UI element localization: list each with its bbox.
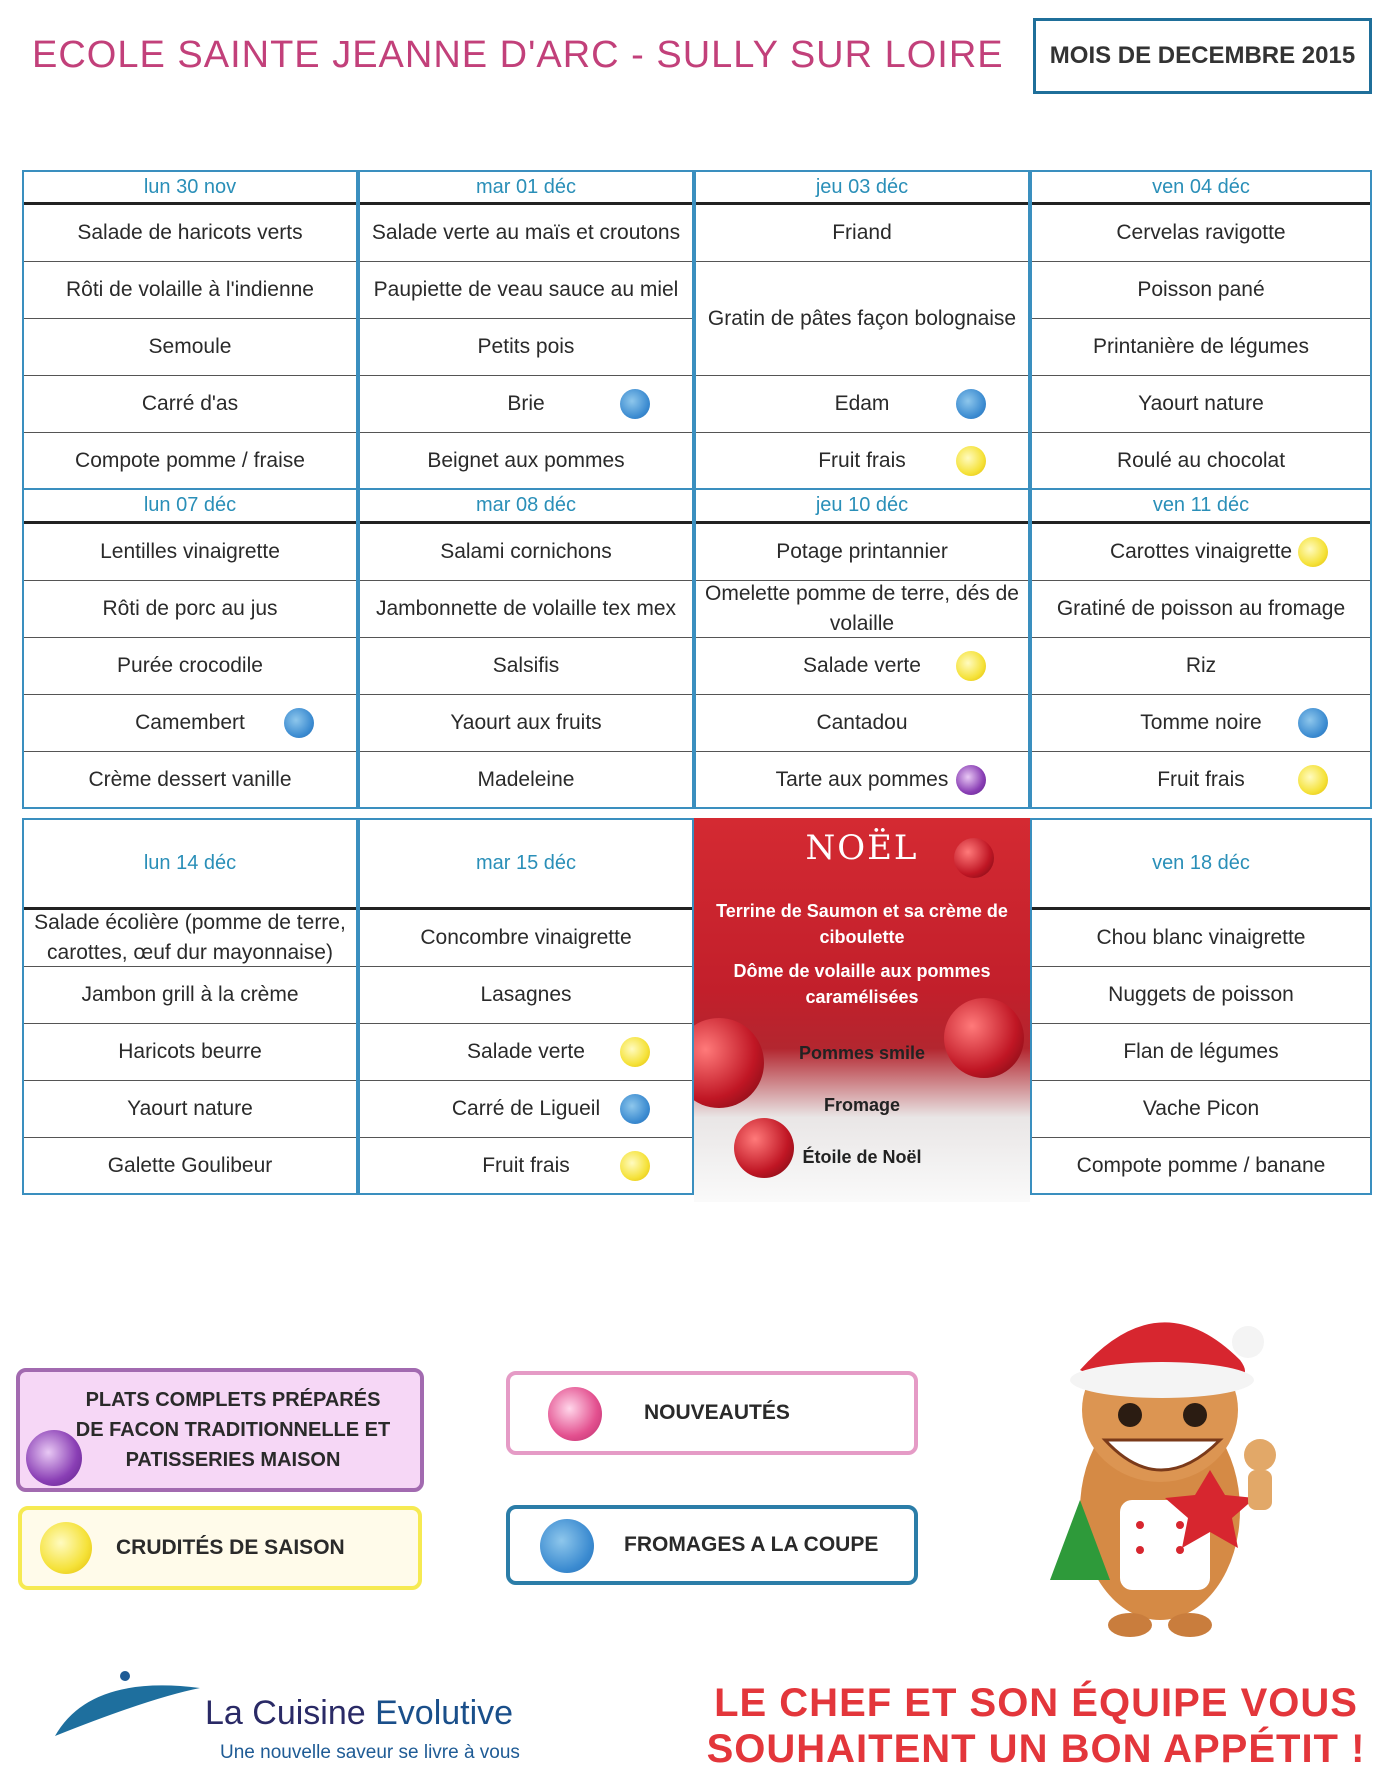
day-label: mar 01 déc [360,170,692,205]
dish-name: Petits pois [477,335,575,358]
christmas-bauble-icon [944,998,1024,1078]
dish-name: Carottes vinaigrette [1109,540,1293,563]
dish-name: Chou blanc vinaigrette [1096,926,1306,949]
dish-name: Salade de haricots verts [77,221,303,244]
day-label: jeu 03 déc [696,170,1028,205]
legend-plats-complets [16,1368,424,1492]
yellow-dot-icon [1298,765,1328,795]
day-column [694,488,1030,809]
logo-name [205,1694,513,1733]
dish-item [696,376,1028,433]
dish-item [24,1024,356,1081]
day-label: mar 15 déc [360,818,692,910]
dish-item [360,910,692,967]
dish-item [1032,433,1370,490]
dish-name: Potage printannier [776,540,948,563]
logo-name-part1: La Cuisine [205,1694,376,1732]
dish-item [696,433,1028,490]
dish-name: Rôti de porc au jus [102,597,278,620]
yellow-dot-icon [956,651,986,681]
dish-item [1032,910,1370,967]
noel-dish: Pommes smile [798,1043,926,1063]
dish-item [1032,319,1370,376]
day-column [22,818,358,1195]
purple-dot-icon [26,1430,82,1486]
dish-item [1032,638,1370,695]
dish-name: Lasagnes [480,983,572,1006]
dish-name: Salade verte au maïs et croutons [371,221,681,244]
dish-item [360,695,692,752]
dish-name: Flan de légumes [1123,1040,1279,1063]
dish-name: Poisson pané [1137,278,1265,301]
closing-line-1: LE CHEF ET SON ÉQUIPE VOUS [714,1681,1358,1725]
yellow-dot-icon [620,1037,650,1067]
dish-name: Salade écolière (pomme de terre, carottes, œuf dur mayonnaise) [34,911,346,964]
dish-name: Galette Goulibeur [107,1153,273,1177]
day-column [1030,818,1372,1195]
day-label: lun 07 déc [24,488,356,524]
dish-item [360,205,692,262]
dish-item [24,910,356,967]
dish-item [696,581,1028,638]
dish-item [24,967,356,1024]
dish-name: Roulé au chocolat [1116,448,1286,472]
dish-item [360,967,692,1024]
dish-name: Yaourt nature [127,1097,253,1120]
legend-plats-label: PLATS COMPLETS PRÉPARÉS DE FACON TRADITIONNELLE ET PATISSERIES MAISON [75,1389,391,1471]
dish-name: Gratiné de poisson au fromage [1056,597,1346,620]
dish-name: Carré d'as [141,392,239,415]
dish-name: Printanière de légumes [1093,335,1309,358]
noel-dish: Terrine de Saumon et sa crème de ciboulette [716,901,1008,947]
day-column [1030,170,1372,490]
dish-name: Paupiette de veau sauce au miel [373,278,679,301]
cloche-icon [50,1664,210,1744]
dish-item [1032,205,1370,262]
dish-name: Gratin de pâtes façon bolognaise [707,306,1017,330]
dish-item [24,638,356,695]
school-title: ECOLE SAINTE JEANNE D'ARC - SULLY SUR LOIRE [32,34,1004,76]
dish-name: Fruit frais [818,448,906,472]
day-label: ven 11 déc [1032,488,1370,524]
month-label: MOIS DE DECEMBRE 2015 [1049,42,1356,69]
yellow-dot-icon [1298,537,1328,567]
dish-item [24,319,356,376]
blue-dot-icon [620,389,650,419]
dish-item [24,205,356,262]
blue-dot-icon [620,1094,650,1124]
dish-name: Fruit frais [1157,767,1245,791]
dish-name: Tarte aux pommes [775,767,949,791]
dish-item [360,262,692,319]
legend-nouveautes [506,1371,918,1455]
day-column [358,488,694,809]
day-label: ven 04 déc [1032,170,1370,205]
day-label: jeu 10 déc [696,488,1028,524]
legend-nouveautes-label: NOUVEAUTÉS [644,1401,790,1424]
logo-tagline: Une nouvelle saveur se livre à vous [220,1742,520,1763]
dish-name: Salami cornichons [440,540,612,563]
dish-item [1032,581,1370,638]
dish-name: Yaourt aux fruits [450,711,602,734]
dish-name: Salade verte [803,654,921,677]
dish-item [24,581,356,638]
dish-item [1032,262,1370,319]
dish-name: Vache Picon [1142,1097,1260,1120]
dish-name: Purée crocodile [117,654,263,677]
dish-item [24,433,356,490]
day-column [358,170,694,490]
dish-item [24,262,356,319]
day-label: ven 18 déc [1032,818,1370,910]
dish-item [696,524,1028,581]
dish-item [24,695,356,752]
day-label: mar 08 déc [360,488,692,524]
dish-name: Salade verte [467,1040,585,1063]
dish-item [696,752,1028,809]
blue-dot-icon [1298,708,1328,738]
dish-name: Camembert [135,711,245,734]
dish-name: Yaourt nature [1138,392,1264,415]
closing-line-2: SOUHAITENT UN BON APPÉTIT ! [706,1727,1366,1771]
dish-item [696,638,1028,695]
dish-name: Haricots beurre [118,1040,262,1063]
menu-grid [22,170,1372,1202]
legend-crudites [18,1506,422,1590]
dish-item [1032,695,1370,752]
dish-item [696,205,1028,262]
day-column [22,170,358,490]
dish-name: Tomme noire [1140,711,1262,734]
dish-item [24,376,356,433]
dish-name: Compote pomme / banane [1076,1153,1326,1177]
blue-dot-icon [540,1519,594,1573]
dish-name: Edam [834,392,890,415]
noel-dish: Dôme de volaille aux pommes caramélisées [733,961,991,1007]
dish-item [360,752,692,809]
dish-item [360,433,692,490]
dish-item [1032,752,1370,809]
dish-name: Semoule [148,335,232,358]
dish-name: Lentilles vinaigrette [100,540,280,563]
legend-crudites-label: CRUDITÉS DE SAISON [116,1536,345,1559]
dish-name: Nuggets de poisson [1108,983,1294,1006]
logo-name-part2: Evolutive [375,1694,514,1732]
dish-item [24,1081,356,1138]
dish-item [360,1138,692,1195]
gingerbread-mascot-icon [1010,1300,1310,1640]
dish-name: Fruit frais [482,1153,570,1177]
yellow-dot-icon [620,1151,650,1181]
dish-item [360,1024,692,1081]
noel-special-menu [694,818,1030,1202]
noel-title: NOËL [805,828,919,868]
dish-name: Madeleine [477,767,575,791]
blue-dot-icon [956,389,986,419]
dish-name: Carré de Ligueil [451,1097,601,1120]
yellow-dot-icon [956,446,986,476]
pink-star-icon [548,1387,602,1441]
dish-item [696,262,1028,376]
month-box [1033,18,1372,94]
day-label: lun 14 déc [24,818,356,910]
legend-fromages-label: FROMAGES A LA COUPE [624,1533,879,1556]
blue-dot-icon [284,708,314,738]
legend-fromages [506,1505,918,1585]
dish-item [1032,524,1370,581]
day-column [694,170,1030,490]
dish-item [360,319,692,376]
noel-dish: Étoile de Noël [802,1147,922,1167]
noel-dish: Fromage [823,1095,901,1115]
dish-name: Crème dessert vanille [88,767,292,791]
la-cuisine-evolutive-logo [50,1660,570,1770]
dish-item [24,752,356,809]
dish-name: Brie [507,392,545,415]
dish-item [24,524,356,581]
dish-item [1032,1024,1370,1081]
dish-item [360,376,692,433]
day-label: lun 30 nov [24,170,356,205]
dish-name: Cantadou [816,711,908,734]
closing-message [706,1680,1366,1772]
dish-item [24,1138,356,1195]
dish-name: Friand [832,221,892,244]
dish-item [1032,1081,1370,1138]
dish-item [360,581,692,638]
dish-name: Riz [1185,654,1217,677]
dish-item [360,638,692,695]
yellow-dot-icon [40,1522,92,1574]
day-column [358,818,694,1195]
dish-name: Omelette pomme de terre, dés de volaille [705,582,1019,635]
dish-name: Beignet aux pommes [427,448,625,472]
dish-name: Concombre vinaigrette [420,926,632,949]
dish-name: Cervelas ravigotte [1116,221,1286,244]
day-column [1030,488,1372,809]
dish-name: Compote pomme / fraise [75,448,305,472]
purple-dot-icon [956,765,986,795]
dish-name: Rôti de volaille à l'indienne [65,278,314,301]
dish-item [1032,376,1370,433]
dish-name: Jambon grill à la crème [81,983,299,1006]
dish-item [360,524,692,581]
dish-name: Jambonnette de volaille tex mex [376,597,676,620]
dish-item [1032,1138,1370,1195]
dish-name: Salsifis [492,654,560,677]
day-column [22,488,358,809]
dish-item [360,1081,692,1138]
dish-item [696,695,1028,752]
dish-item [1032,967,1370,1024]
